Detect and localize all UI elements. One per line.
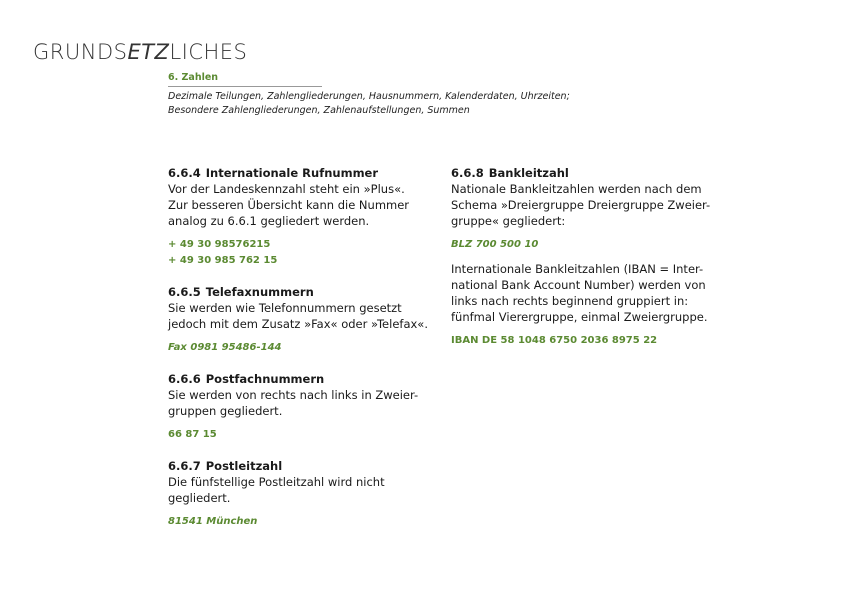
text-line: analog zu 6.6.1 gegliedert werden. (168, 214, 370, 228)
section-number: 6.6.6 (168, 372, 201, 386)
text-line: Zur besseren Übersicht kann die Nummer (168, 198, 410, 212)
example: Fax 0981 95486-144 (168, 342, 282, 353)
section-text (168, 300, 438, 332)
example: BLZ 700 500 10 (451, 239, 539, 250)
section-6-6-7 (168, 459, 438, 530)
subtitle-line: Besondere Zahlengliederungen, Zahlenaufstellungen, Summen (168, 104, 470, 116)
page-title-part2: ETZ (127, 40, 170, 64)
example: IBAN DE 58 1048 6750 2036 8975 22 (451, 335, 658, 346)
example: 81541 München (168, 516, 258, 527)
section-title: Telefaxnummern (205, 285, 314, 299)
section-text (168, 387, 438, 419)
chapter-rule (168, 86, 322, 87)
text-line: Nationale Bankleitzahlen werden nach dem (451, 182, 702, 196)
text-line: links nach rechts beginnend gruppiert in: (451, 294, 689, 308)
section-number: 6.6.5 (168, 285, 201, 299)
text-line: gruppen gegliedert. (168, 404, 283, 418)
example: + 49 30 98576215 (168, 239, 271, 250)
section-heading (451, 166, 721, 181)
text-line: Sie werden von rechts nach links in Zweier- (168, 388, 419, 402)
section-text (451, 261, 721, 325)
section-title: Bankleitzahl (488, 166, 569, 180)
text-line: Vor der Landeskennzahl steht ein »Plus«. (168, 182, 405, 196)
section-title: Internationale Rufnummer (205, 166, 379, 180)
section-title: Postfachnummern (205, 372, 325, 386)
text-line: jedoch mit dem Zusatz »Fax« oder »Telefax«. (168, 317, 428, 331)
page-title-part3: LICHES (169, 40, 248, 64)
section-heading (168, 166, 438, 181)
left-column (168, 166, 438, 530)
text-line: national Bank Account Number) werden von (451, 278, 706, 292)
section-text (168, 181, 438, 229)
example: 66 87 15 (168, 429, 217, 440)
subtitle-line: Dezimale Teilungen, Zahlengliederungen, Hausnummern, Kalenderdaten, Uhrzeiten; (168, 91, 570, 102)
chapter-heading: 6. Zahlen (168, 72, 219, 83)
section-heading (168, 372, 438, 387)
right-column (451, 166, 721, 349)
text-line: Internationale Bankleitzahlen (IBAN = Inter- (451, 262, 704, 276)
section-text (451, 181, 721, 229)
section-text (168, 474, 438, 506)
text-line: gruppe« gegliedert: (451, 214, 566, 228)
section-heading (168, 459, 438, 474)
section-number: 6.6.7 (168, 459, 201, 473)
page-title-part1: GRUNDS (33, 40, 128, 64)
section-number: 6.6.8 (451, 166, 484, 180)
section-6-6-6 (168, 372, 438, 443)
section-6-6-5 (168, 285, 438, 356)
text-line: gegliedert. (168, 491, 231, 505)
section-6-6-8 (451, 166, 721, 349)
example: + 49 30 985 762 15 (168, 255, 278, 266)
text-line: fünfmal Vierergruppe, einmal Zweiergruppe. (451, 310, 708, 324)
section-number: 6.6.4 (168, 166, 201, 180)
section-title: Postleitzahl (205, 459, 283, 473)
text-line: Die fünfstellige Postleitzahl wird nicht (168, 475, 385, 489)
chapter-subtitle (168, 90, 608, 117)
section-6-6-4 (168, 166, 438, 269)
text-line: Sie werden wie Telefonnummern gesetzt (168, 301, 402, 315)
page-title (33, 40, 247, 64)
text-line: Schema »Dreiergruppe Dreiergruppe Zweier- (451, 198, 711, 212)
section-heading (168, 285, 438, 300)
